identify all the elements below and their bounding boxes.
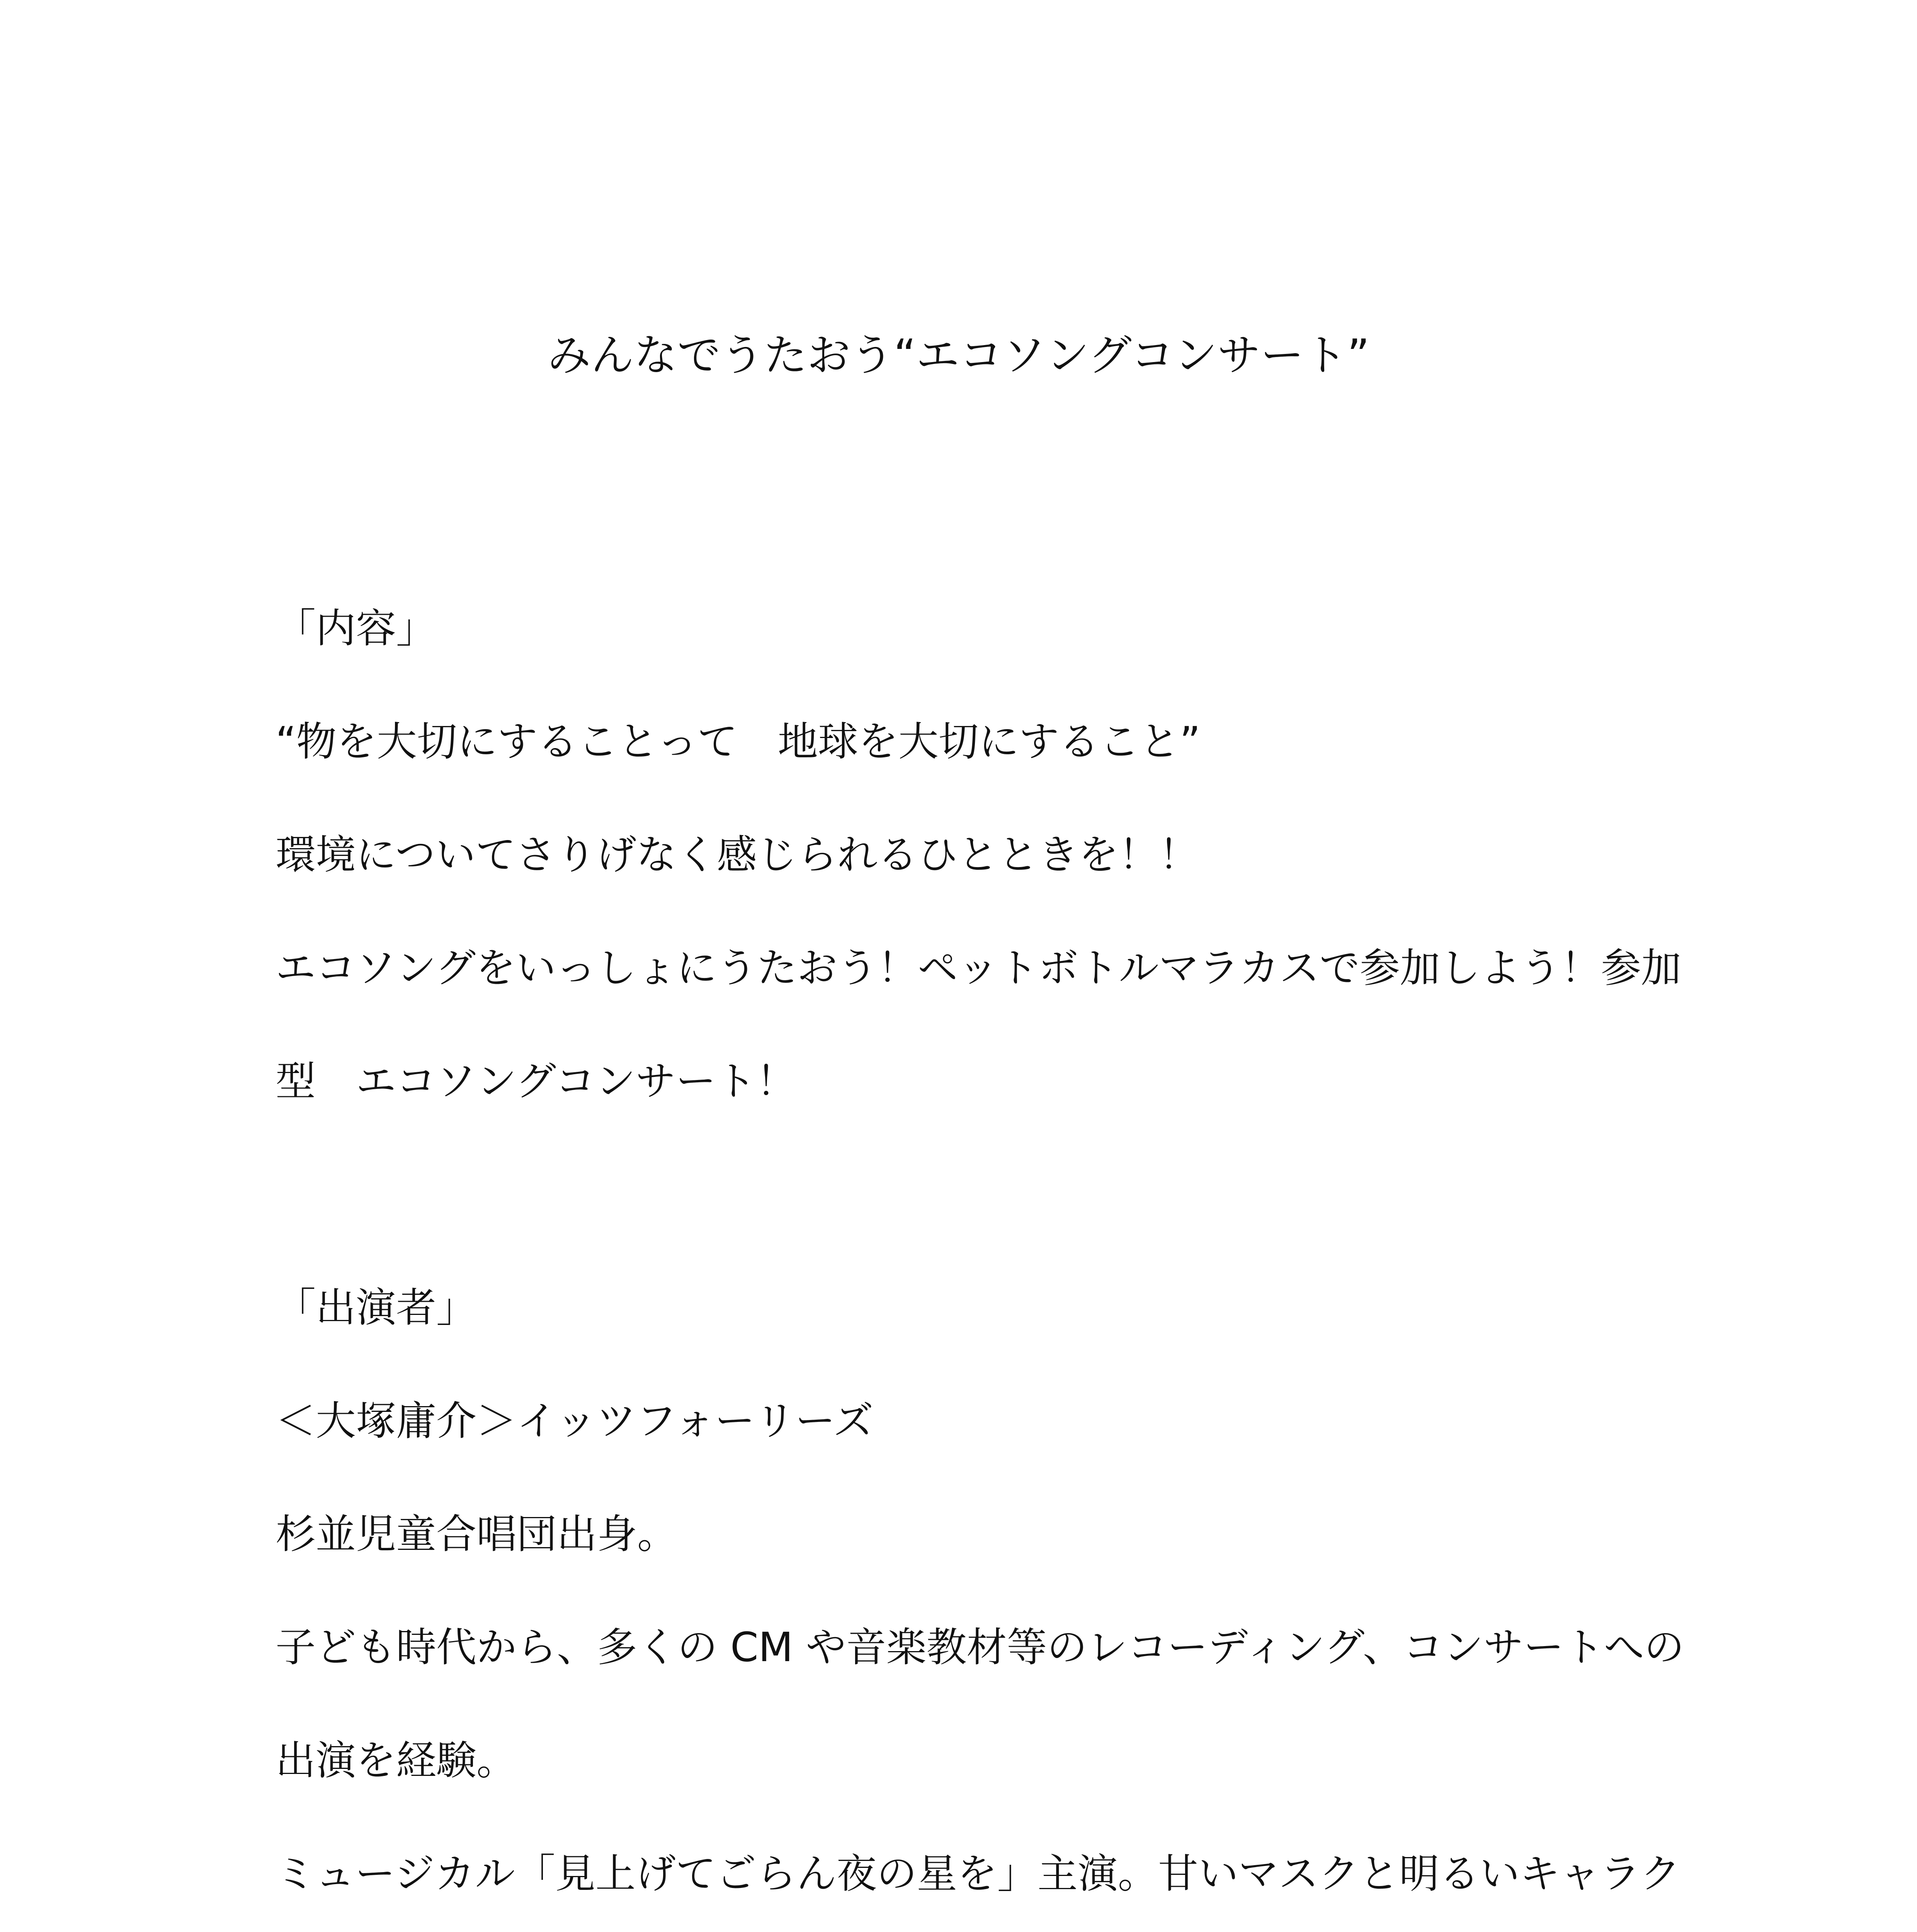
paragraph-spacer — [276, 1138, 1659, 1251]
performers-heading: 「出演者」 — [276, 1284, 477, 1331]
content-line: 型 エコソングコンサート！ — [276, 1058, 796, 1105]
content-heading: 「内容」 — [276, 605, 437, 652]
content-line: エコソングをいっしょにうたおう！ペットボトルマラカスで参加しよう！参加 — [276, 944, 1681, 992]
document-body — [276, 572, 1684, 1932]
performer-bio-line: ミュージカル「見上げてごらん夜の星を」主演。甘いマスクと明るいキャラク — [276, 1850, 1681, 1897]
document-title: みんなでうたおう“エコソングコンサート” — [547, 330, 1370, 381]
content-line: “物を大切にすることって 地球を大切にすること” — [276, 718, 1201, 765]
performer-bio-line — [276, 1930, 1659, 1932]
performer-name: ＜大塚庸介＞イッツフォーリーズ — [276, 1397, 874, 1444]
content-line: 環境についてさりげなく感じられるひとときを！！ — [276, 831, 1199, 878]
performer-bio-line: 子ども時代から、多くの CM や音楽教材等のレコーディング、コンサートへの — [276, 1624, 1684, 1671]
performer-bio-line: 出演を経験。 — [276, 1737, 517, 1784]
performer-bio-line: 杉並児童合唱団出身。 — [276, 1510, 678, 1558]
